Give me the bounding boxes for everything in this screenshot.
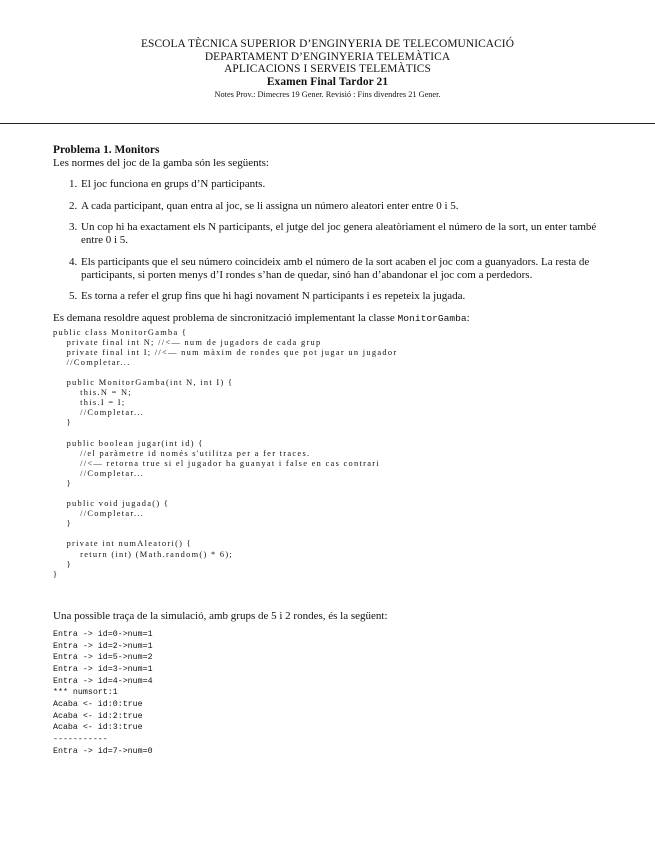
header-divider <box>0 123 655 124</box>
request-end: : <box>466 311 470 324</box>
problem-title: Problema 1. Monitors <box>53 144 160 156</box>
rules-list <box>53 178 613 303</box>
rule-item: 1. El joc funciona en grups d’N participants. <box>80 178 613 191</box>
rule-item: 4. Els participants que el seu número coincideix amb el número de la sort acaben el joc com a guanyadors. La resta de participants, si porten menys d’I rondes s’han de quedar, sinó han d’abandonar el joc com a perdedors. <box>80 256 613 282</box>
course-name: APLICACIONS I SERVEIS TELEMÀTICS <box>224 63 431 76</box>
rule-item: 3. Un cop hi ha exactament els N participants, el jutge del joc genera aleatòriament el número de la sort, un enter també entre 0 i 5. <box>80 221 613 247</box>
school-name: ESCOLA TÈCNICA SUPERIOR D’ENGINYERIA DE TELECOMUNICACIÓ <box>140 38 515 50</box>
problem-section <box>53 144 613 758</box>
problem-intro: Les normes del joc de la gamba són les següents: <box>53 157 269 169</box>
rule-item: 2. A cada participant, quan entra al joc, se li assigna un número aleatori enter entre 0 i 5. <box>80 200 613 213</box>
class-name: MonitorGamba <box>397 312 467 324</box>
trace-output: Entra -> id=0->num=1 Entra -> id=2->num=1 Entra -> id=5->num=2 Entra -> id=3->num=1 Entra -> id=4->num=4 *** numsort:1 Acaba <- id:0:true Acaba <- id:2:true Acaba <- id:3:true ----------- Entra -> id=7->num=0 <box>53 629 153 756</box>
request-text: Es demana resoldre aquest problema de sincronització implementant la classe <box>53 311 398 324</box>
request-paragraph <box>53 312 613 325</box>
exam-title: Examen Final Tardor 21 <box>266 75 389 88</box>
code-listing: public class MonitorGamba { private final int N; //<— num de jugadors de cada grup private final int I; //<— num màxim de rondes que pot jugar un jugador //Completar... public MonitorGamba(int N, int I) { this.N = N; this.I = I; //Completar... } public boolean jugar(int id) { //el paràmetre id només s'utilitza per a fer traces. //<— retorna true si el jugador ha guanyat i false en cas contrari //Completar... } public void jugada() { //Completar... } private int numAleatori() { return (int) (Math.random() * 6); } } <box>53 327 398 579</box>
trace-intro: Una possible traça de la simulació, amb grups de 5 i 2 rondes, és la següent: <box>53 609 388 622</box>
document-header <box>0 38 655 101</box>
department-name: DEPARTAMENT D’ENGINYERIA TELEMÀTICA <box>204 50 451 63</box>
exam-notes: Notes Prov.: Dimecres 19 Gener. Revisió : Fins divendres 21 Gener. <box>214 90 441 100</box>
rule-item: 5. Es torna a refer el grup fins que hi hagi novament N participants i es repeteix la jugada. <box>80 290 613 303</box>
